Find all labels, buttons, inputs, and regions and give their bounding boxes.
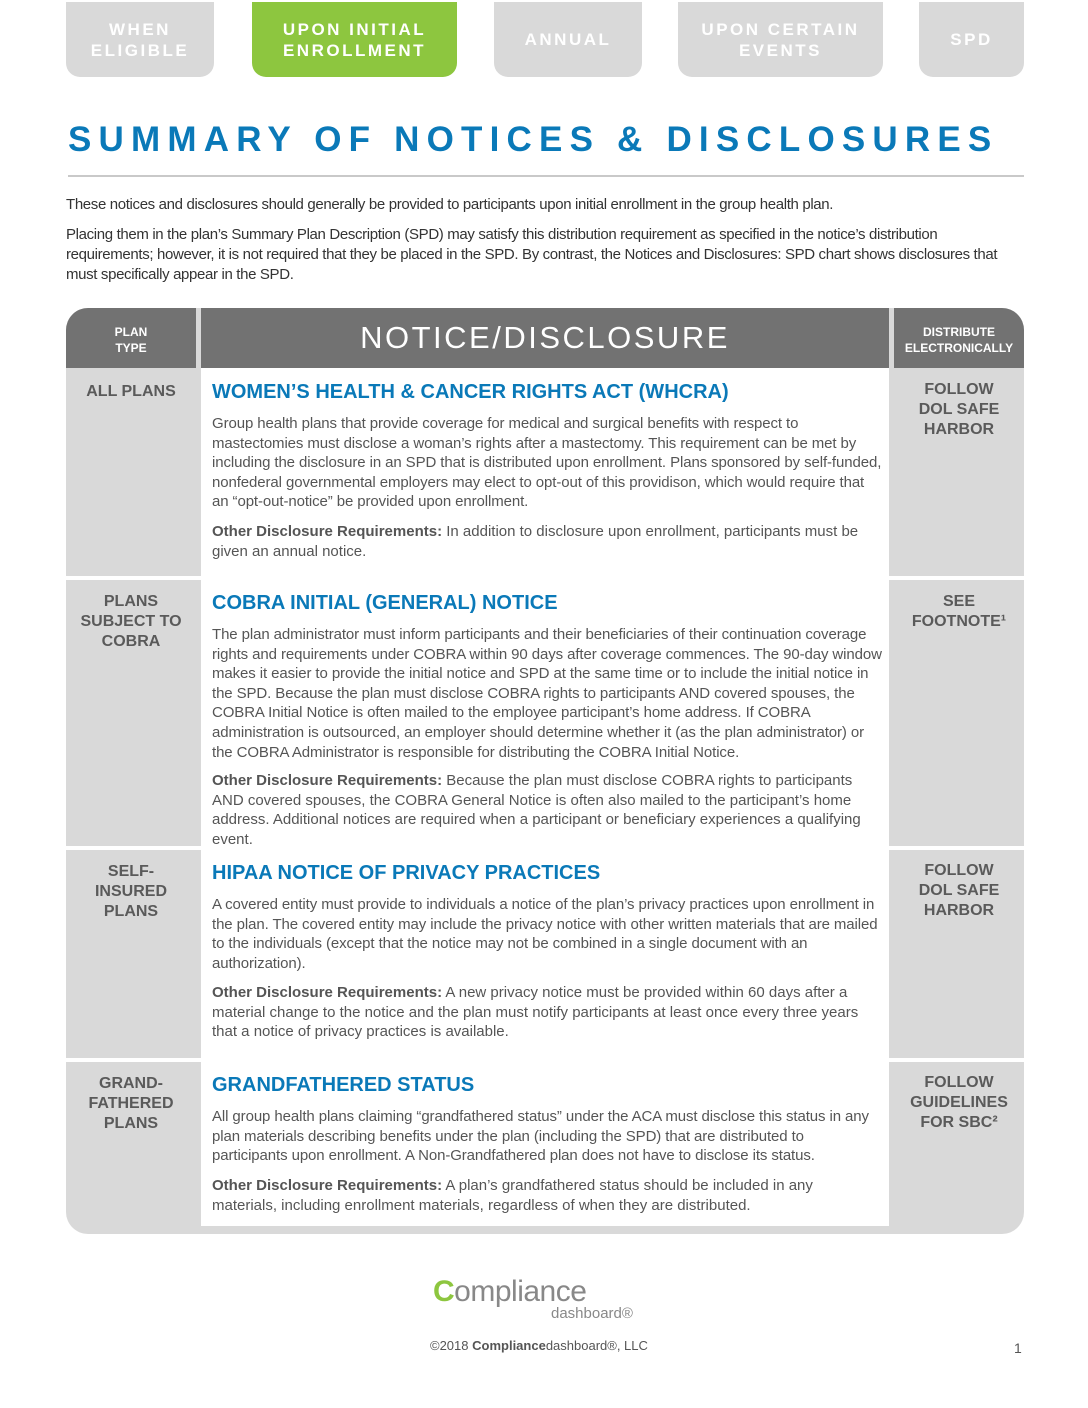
row-2-distribute: SEE FOOTNOTE¹	[911, 593, 1007, 630]
header-notice-disclosure: NOTICE/DISCLOSURE	[360, 320, 730, 355]
row-4-plan-type: GRAND- FATHERED PLANS	[88, 1075, 174, 1132]
row-1-other	[212, 522, 882, 561]
row-3-distribute: FOLLOW DOL SAFE HARBOR	[918, 862, 1000, 919]
row-3-other	[212, 983, 882, 1042]
other-label: Other Disclosure Requirements:	[212, 772, 443, 789]
tab-spd[interactable]: SPD	[919, 2, 1024, 77]
compliance-dashboard-logo	[433, 1275, 653, 1330]
tab-upon-certain-events[interactable]: UPON CERTAIN EVENTS	[678, 2, 883, 77]
copyright	[430, 1338, 648, 1353]
row-3-plan-type: SELF- INSURED PLANS	[94, 863, 167, 920]
row-2-title: COBRA INITIAL (GENERAL) NOTICE	[212, 592, 558, 614]
title-divider	[68, 175, 1024, 177]
tab-upon-initial-enrollment[interactable]: UPON INITIAL ENROLLMENT	[252, 2, 457, 77]
row-4-title: GRANDFATHERED STATUS	[212, 1074, 475, 1096]
row-divider	[66, 576, 1024, 580]
other-label: Other Disclosure Requirements:	[212, 984, 443, 1001]
page-title: SUMMARY OF NOTICES & DISCLOSURES	[68, 120, 999, 159]
logo-wordmark	[433, 1275, 586, 1309]
intro-paragraph-2: Placing them in the plan’s Summary Plan Description (SPD) may satisfy this distribution requirement as specified in the notice’s distribution requirements; however, it is not required that they be placed in the SPD. By contrast, the Notices and Disclosures: SPD chart shows disclosures that must specifically appear in the SPD.	[66, 226, 998, 283]
row-2-other	[212, 771, 882, 849]
row-2-body: The plan administrator must inform participants and their beneficiaries of their continuation coverage rights and requirements under COBRA within 90 days after coverage commences. The 90-day window makes it easier to provide the initial notice and SPD at the same time or to include the initial notice in the SPD. Because the plan must disclose COBRA rights to participants AND covered spouses, the COBRA Initial Notice is often mailed to the employee participant’s home address. If COBRA administration is outsourced, an employer should determine whether it (as the plan administrator) or the COBRA Administrator is responsible for distributing the COBRA Initial Notice.	[212, 626, 882, 761]
row-1-other-text: In addition to disclosure upon enrollment, participants must be given an annual notice.	[212, 523, 859, 560]
header-plan-type: PLAN TYPE	[114, 325, 148, 355]
row-3-body: A covered entity must provide to individuals a notice of the plan’s privacy practices upon enrollment in the plan. The covered entity may include the privacy notice with other written materials that are mailed to the individuals (except that the notice may not be combined in a single document with an authorization).	[212, 896, 878, 972]
logo-c-mark: C	[433, 1275, 455, 1308]
row-4-other-text: A plan’s grandfathered status should be included in any materials, including enrollment materials, regardless of when they are distributed.	[212, 1177, 813, 1214]
section-tabs	[0, 0, 1088, 80]
other-label: Other Disclosure Requirements:	[212, 1177, 443, 1194]
row-4-other	[212, 1176, 882, 1215]
row-3-other-text: A new privacy notice must be provided within 60 days after a material change to the notice and the plan must notify participants at least once every three years that a notice of privacy practices is available.	[212, 984, 859, 1041]
header-distribute-electronically: DISTRIBUTE ELECTRONICALLY	[904, 325, 1014, 355]
notices-table	[66, 308, 1024, 1234]
page-number: 1	[1014, 1340, 1022, 1356]
copyright-rest: dashboard®, LLC	[545, 1338, 648, 1353]
copyright-year: ©2018	[430, 1338, 473, 1353]
logo-wordmark-rest: ompliance	[454, 1275, 587, 1308]
row-4-body: All group health plans claiming “grandfathered status” under the ACA must disclose this status in any plan materials describing benefits under the plan (including the SPD) that are distributed to participants upon enrollment. A Non-Grandfathered plan does not have to disclose its status.	[212, 1108, 869, 1165]
intro-paragraph-1: These notices and disclosures should generally be provided to participants upon initial enrollment in the group health plan.	[66, 196, 834, 213]
row-2-other-text: Because the plan must disclose COBRA rights to participants AND covered spouses, the COBRA General Notice is often also mailed to the participant’s home address. Additional notices are required when a participant or beneficiary experiences a qualifying event.	[212, 772, 861, 848]
row-1-body: Group health plans that provide coverage for medical and surgical benefits with respect to mastectomies must disclose a woman’s rights after a mastectomy. This requirement can be met by including the disclosure in an SPD that is distributed upon enrollment. Plans sponsored by self-funded, nonfederal governmental employers may elect to opt-out of this providison, which would require that an “opt-out-notice” be provided upon enrollment.	[212, 415, 882, 511]
logo-subtitle: dashboard®	[551, 1305, 633, 1322]
row-3-title: HIPAA NOTICE OF PRIVACY PRACTICES	[212, 862, 601, 884]
row-1-distribute: FOLLOW DOL SAFE HARBOR	[918, 381, 1000, 438]
tab-when-eligible[interactable]: WHEN ELIGIBLE	[66, 2, 214, 77]
row-1-plan-type: ALL PLANS	[86, 383, 176, 400]
row-1-title: WOMEN’S HEALTH & CANCER RIGHTS ACT (WHCRA)	[212, 381, 729, 403]
row-4-distribute: FOLLOW GUIDELINES FOR SBC²	[910, 1074, 1008, 1131]
row-2-plan-type: PLANS SUBJECT TO COBRA	[80, 593, 182, 650]
other-label: Other Disclosure Requirements:	[212, 523, 443, 540]
copyright-brand: Compliance	[472, 1338, 546, 1353]
row-divider	[66, 1058, 1024, 1062]
tab-annual[interactable]: ANNUAL	[494, 2, 642, 77]
